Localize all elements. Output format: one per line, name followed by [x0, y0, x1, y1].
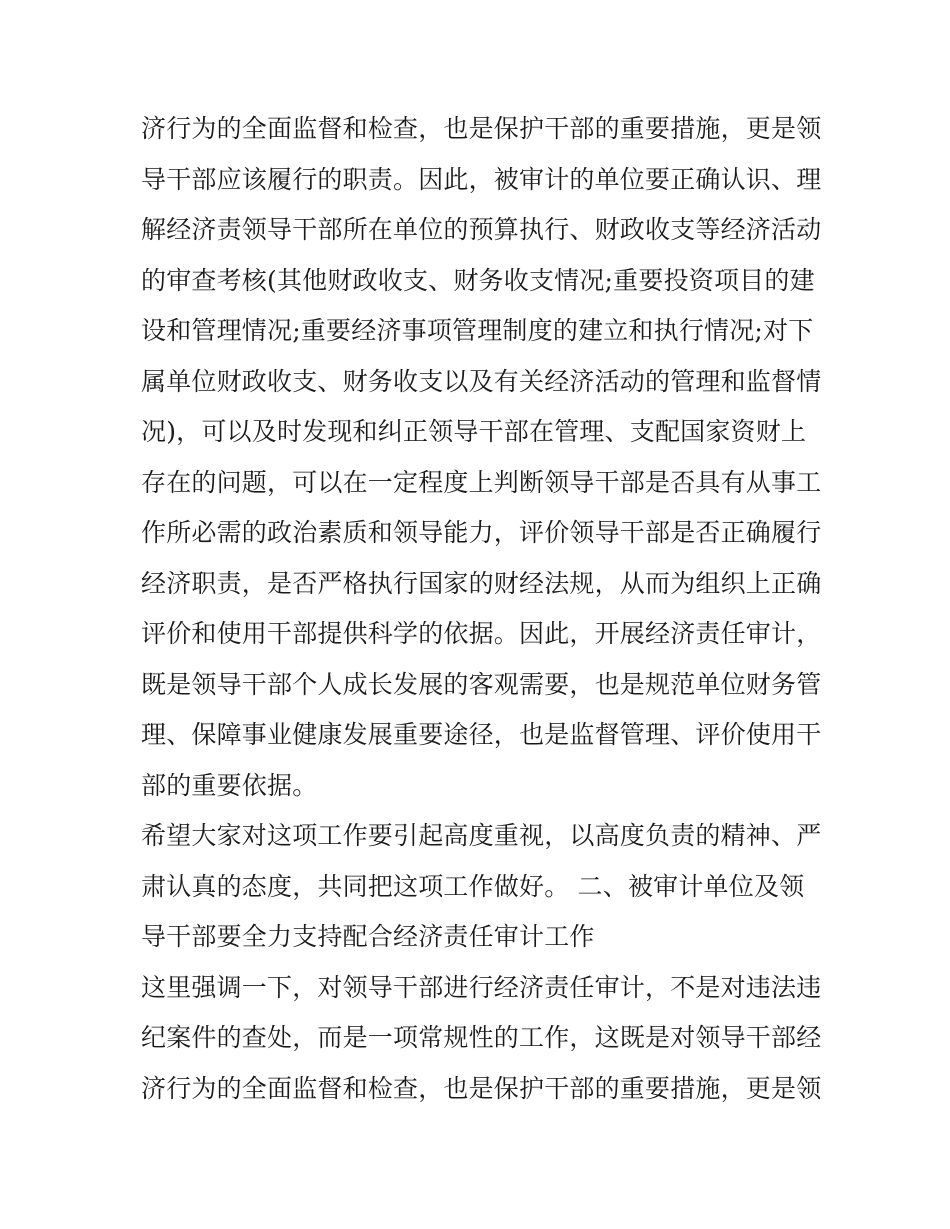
- text-line: 济行为的全面监督和检查，也是保护干部的重要措施，更是领: [141, 114, 822, 143]
- text-line: 的审查考核(其他财政收支、财务收支情况;重要投资项目的建: [141, 265, 815, 295]
- document-body: [141, 104, 821, 1114]
- text-line: 部的重要依据。: [141, 770, 318, 800]
- text-line: 解经济责领导干部所在单位的预算执行、财政收支等经济活动: [141, 215, 822, 244]
- text-line: 导干部要全力支持配合经济责任审计工作: [141, 922, 595, 951]
- text-line: 希望大家对这项工作要引起高度重视，以高度负责的精神、严: [141, 821, 822, 850]
- text-line: 属单位财政收支、财务收支以及有关经济活动的管理和监督情: [141, 366, 822, 396]
- text-line: 作所必需的政治素质和领导能力，评价领导干部是否正确履行: [141, 518, 822, 547]
- text-line: 理、保障事业健康发展重要途径，也是监督管理、评价使用干: [141, 720, 822, 749]
- text-line: 济行为的全面监督和检查，也是保护干部的重要措施，更是领: [141, 1073, 822, 1103]
- text-line: 这里强调一下，对领导干部进行经济责任审计，不是对违法违: [141, 972, 822, 1002]
- text-line: 设和管理情况;重要经济事项管理制度的建立和执行情况;对下: [141, 316, 814, 345]
- text-line: 经济职责，是否严格执行国家的财经法规，从而为组织上正确: [141, 568, 822, 598]
- text-line: 肃认真的态度，共同把这项工作做好。 二、被审计单位及领: [141, 871, 805, 901]
- text-line: 纪案件的查处，而是一项常规性的工作，这既是对领导干部经: [141, 1023, 822, 1052]
- text-line: 既是领导干部个人成长发展的客观需要，也是规范单位财务管: [141, 669, 822, 699]
- text-line: 况)，可以及时发现和纠正领导干部在管理、支配国家资财上: [141, 417, 807, 446]
- text-line: 存在的问题，可以在一定程度上判断领导干部是否具有从事工: [141, 467, 822, 497]
- text-line: 导干部应该履行的职责。因此，被审计的单位要正确认识、理: [141, 164, 822, 194]
- text-line: 评价和使用干部提供科学的依据。因此，开展经济责任审计，: [141, 619, 822, 648]
